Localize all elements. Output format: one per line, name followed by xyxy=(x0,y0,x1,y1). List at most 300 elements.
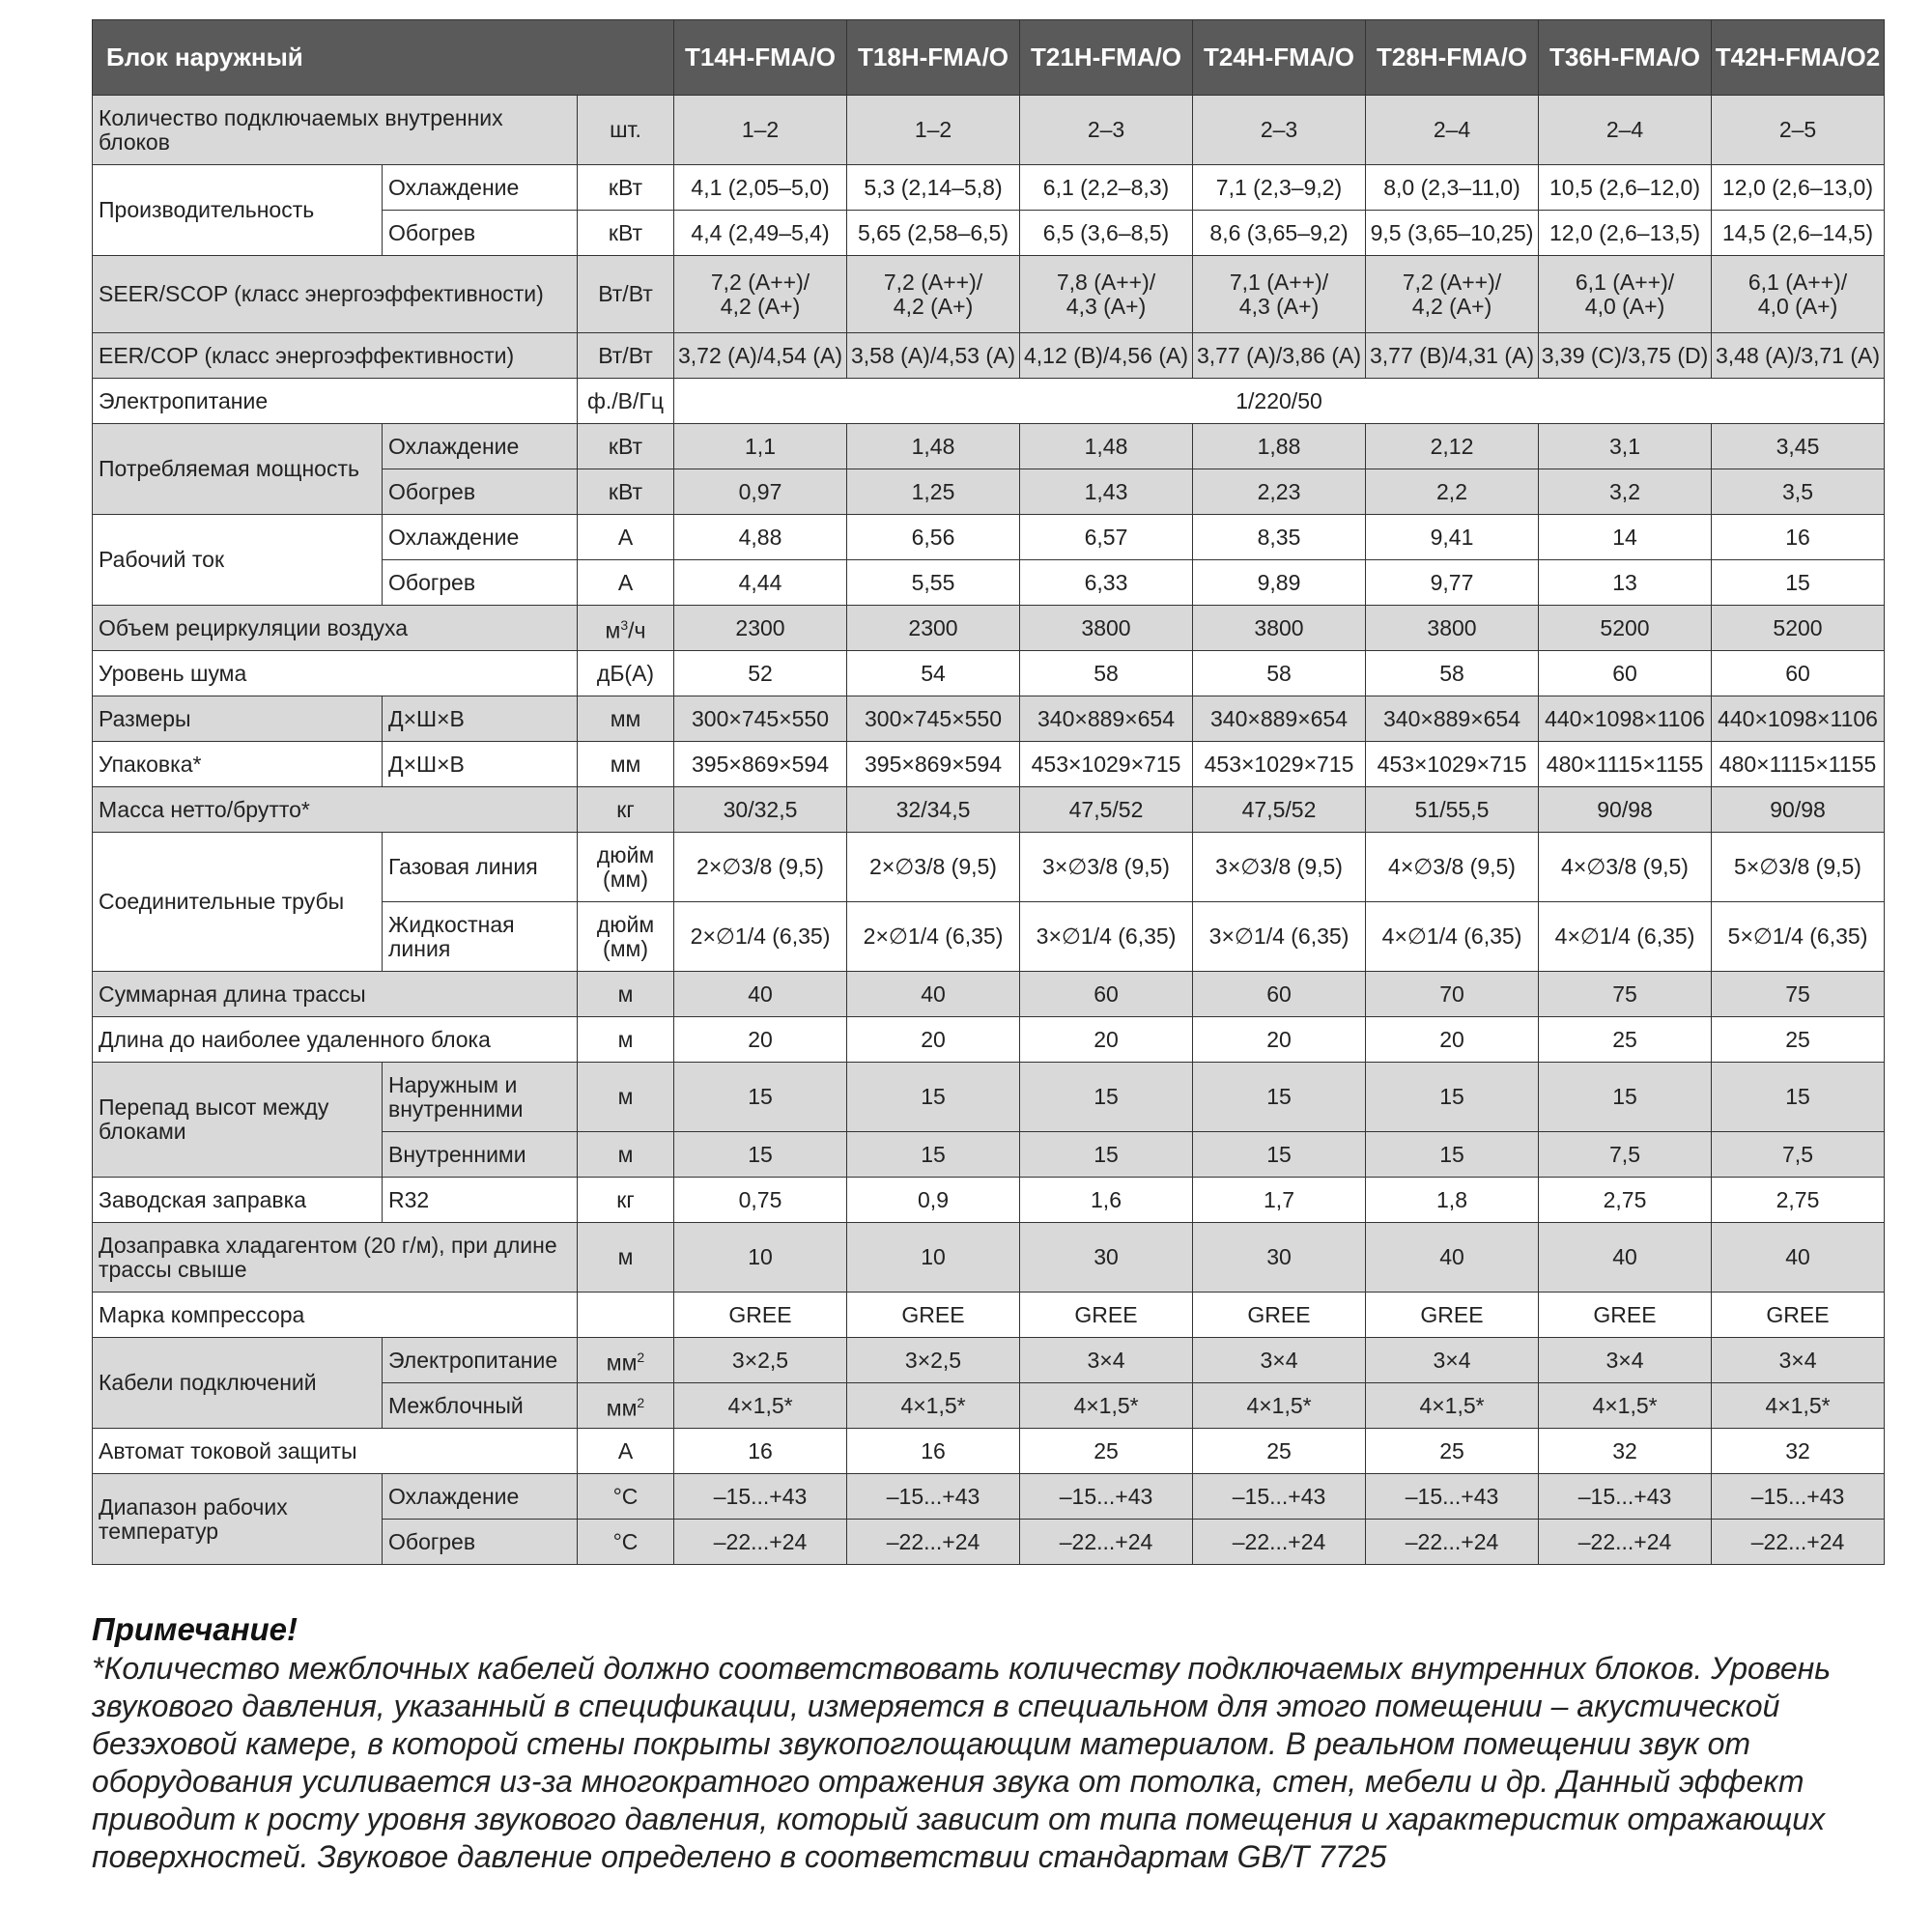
table-cell: 395×869×594 xyxy=(674,742,847,787)
row-power-supply xyxy=(93,379,1885,424)
row-unit: °С xyxy=(578,1474,674,1520)
table-cell: 3×2,5 xyxy=(674,1338,847,1383)
row-unit: $мм^2$ xyxy=(578,1383,674,1429)
table-cell: 2300 xyxy=(847,606,1020,651)
table-cell: 453×1029×715 xyxy=(1020,742,1193,787)
row-unit: м xyxy=(578,1063,674,1132)
row-unit: шт. xyxy=(578,96,674,165)
table-cell: –22...+24 xyxy=(1712,1520,1885,1565)
row-label: Автомат токовой защиты xyxy=(93,1429,578,1474)
table-cell: –22...+24 xyxy=(1193,1520,1366,1565)
table-cell: 6,5 (3,6–8,5) xyxy=(1020,211,1193,256)
row-label: Упаковка* xyxy=(93,742,383,787)
row-label: EER/COP (класс энергоэффективности) xyxy=(93,333,578,379)
table-cell: 300×745×550 xyxy=(847,696,1020,742)
table-cell: 5,3 (2,14–5,8) xyxy=(847,165,1020,211)
row-height-diff-outdoor xyxy=(93,1063,1885,1132)
row-eer-cop xyxy=(93,333,1885,379)
row-label: SEER/SCOP (класс энергоэффективности) xyxy=(93,256,578,333)
table-cell: 9,41 xyxy=(1366,515,1539,560)
table-cell: GREE xyxy=(1020,1293,1193,1338)
row-label: Диапазон рабочих температур xyxy=(93,1474,383,1565)
row-label: Дозаправка хладагентом (20 г/м), при длине трассы свыше xyxy=(93,1223,578,1293)
row-label: Длина до наиболее удаленного блока xyxy=(93,1017,578,1063)
row-sublabel: Газовая линия xyxy=(383,833,578,902)
table-cell: 30 xyxy=(1020,1223,1193,1293)
table-cell: 60 xyxy=(1539,651,1712,696)
table-cell: 15 xyxy=(847,1063,1020,1132)
row-airflow xyxy=(93,606,1885,651)
row-temp-cooling xyxy=(93,1474,1885,1520)
table-cell: 0,97 xyxy=(674,469,847,515)
table-cell: –22...+24 xyxy=(1539,1520,1712,1565)
table-cell: 3,77 (A)/3,86 (A) xyxy=(1193,333,1366,379)
row-unit: кг xyxy=(578,787,674,833)
table-cell: 8,6 (3,65–9,2) xyxy=(1193,211,1366,256)
row-sublabel: Охлаждение xyxy=(383,424,578,469)
table-cell: 440×1098×1106 xyxy=(1712,696,1885,742)
row-label: Рабочий ток xyxy=(93,515,383,606)
table-cell: 15 xyxy=(1193,1132,1366,1178)
table-cell: –15...+43 xyxy=(674,1474,847,1520)
table-cell: 20 xyxy=(1366,1017,1539,1063)
row-unit: кг xyxy=(578,1178,674,1223)
row-sublabel: Охлаждение xyxy=(383,515,578,560)
table-cell: 14 xyxy=(1539,515,1712,560)
row-package xyxy=(93,742,1885,787)
table-cell: –22...+24 xyxy=(1366,1520,1539,1565)
table-cell: 14,5 (2,6–14,5) xyxy=(1712,211,1885,256)
table-cell: 0,9 xyxy=(847,1178,1020,1223)
table-cell: 25 xyxy=(1020,1429,1193,1474)
header-label: Блок наружный xyxy=(93,20,674,96)
table-cell: 2300 xyxy=(674,606,847,651)
table-cell: –22...+24 xyxy=(1020,1520,1193,1565)
table-cell: 3800 xyxy=(1020,606,1193,651)
row-unit: дБ(А) xyxy=(578,651,674,696)
table-cell: 3,72 (A)/4,54 (A) xyxy=(674,333,847,379)
row-unit: А xyxy=(578,1429,674,1474)
table-cell: 4,1 (2,05–5,0) xyxy=(674,165,847,211)
table-cell: 2,75 xyxy=(1712,1178,1885,1223)
table-cell: 32 xyxy=(1712,1429,1885,1474)
note-text: *Количество межблочных кабелей должно соответствовать количеству подключаемых внутренних блоков. Уровень звукового давления, указанный в спецификации, измеряется в специальном для этого помещении – акустической безэховой камере, в которой стены покрыты звукопоглощающим материалом. В реальном помещении звук от оборудования усиливается из-за многократного отражения звука от потолка, стен, мебели и др. Данный эффект приводит к росту уровня звукового давления, который зависит от типа помещения и характеристик отражающих поверхностей. Звуковое давление определено в соответствии стандартам GB/T 7725 xyxy=(92,1651,1832,1874)
row-unit: $мм^2$ xyxy=(578,1338,674,1383)
table-cell: 3,5 xyxy=(1712,469,1885,515)
table-cell: 4×1,5* xyxy=(1193,1383,1366,1429)
table-cell: 25 xyxy=(1366,1429,1539,1474)
table-cell: 395×869×594 xyxy=(847,742,1020,787)
table-cell: 5200 xyxy=(1712,606,1885,651)
table-cell: 25 xyxy=(1712,1017,1885,1063)
table-cell: 5×∅1/4 (6,35) xyxy=(1712,902,1885,972)
table-cell: 6,1 (2,2–8,3) xyxy=(1020,165,1193,211)
row-label: Потребляемая мощность xyxy=(93,424,383,515)
table-cell: GREE xyxy=(674,1293,847,1338)
row-unit: Вт/Вт xyxy=(578,256,674,333)
table-cell: 453×1029×715 xyxy=(1193,742,1366,787)
table-cell: –22...+24 xyxy=(847,1520,1020,1565)
table-cell: 3800 xyxy=(1366,606,1539,651)
table-cell: 2×∅3/8 (9,5) xyxy=(847,833,1020,902)
table-cell: 3,45 xyxy=(1712,424,1885,469)
table-cell: 7,2 (A++)/ 4,2 (A+) xyxy=(674,256,847,333)
table-cell: 300×745×550 xyxy=(674,696,847,742)
table-cell: 0,75 xyxy=(674,1178,847,1223)
row-power-input-cooling xyxy=(93,424,1885,469)
table-cell: 6,57 xyxy=(1020,515,1193,560)
row-unit: дюйм (мм) xyxy=(578,902,674,972)
table-cell: 3×∅1/4 (6,35) xyxy=(1020,902,1193,972)
row-unit: А xyxy=(578,515,674,560)
table-cell: 30 xyxy=(1193,1223,1366,1293)
row-sublabel: Наружным и внутренними xyxy=(383,1063,578,1132)
table-cell: GREE xyxy=(1539,1293,1712,1338)
table-cell: 20 xyxy=(1020,1017,1193,1063)
table-cell: GREE xyxy=(1193,1293,1366,1338)
table-cell: 4×1,5* xyxy=(674,1383,847,1429)
table-cell: 1/220/50 xyxy=(674,379,1885,424)
row-sublabel: R32 xyxy=(383,1178,578,1223)
table-cell: –15...+43 xyxy=(1366,1474,1539,1520)
table-cell: 440×1098×1106 xyxy=(1539,696,1712,742)
table-cell: 1,6 xyxy=(1020,1178,1193,1223)
table-cell: 7,2 (A++)/ 4,2 (A+) xyxy=(1366,256,1539,333)
row-unit: кВт xyxy=(578,469,674,515)
row-dimensions xyxy=(93,696,1885,742)
table-cell: 15 xyxy=(1366,1063,1539,1132)
table-cell: 4×1,5* xyxy=(1539,1383,1712,1429)
table-cell: 2–4 xyxy=(1539,96,1712,165)
row-pipes-gas xyxy=(93,833,1885,902)
table-cell: 60 xyxy=(1020,972,1193,1017)
table-cell: –15...+43 xyxy=(1193,1474,1366,1520)
table-cell: 4×1,5* xyxy=(1712,1383,1885,1429)
model-header: T36H-FMA/O xyxy=(1539,20,1712,96)
table-cell: 15 xyxy=(1193,1063,1366,1132)
row-sublabel: Д×Ш×В xyxy=(383,696,578,742)
row-unit: °С xyxy=(578,1520,674,1565)
table-cell: 90/98 xyxy=(1712,787,1885,833)
table-cell: 1–2 xyxy=(847,96,1020,165)
row-label: Марка компрессора xyxy=(93,1293,578,1338)
table-cell: 2,23 xyxy=(1193,469,1366,515)
table-cell: 15 xyxy=(1020,1063,1193,1132)
table-cell: 2×∅1/4 (6,35) xyxy=(674,902,847,972)
table-cell: 20 xyxy=(1193,1017,1366,1063)
table-cell: –15...+43 xyxy=(1539,1474,1712,1520)
table-cell: 15 xyxy=(1712,560,1885,606)
row-label: Уровень шума xyxy=(93,651,578,696)
table-cell: –15...+43 xyxy=(1020,1474,1193,1520)
table-cell: 25 xyxy=(1539,1017,1712,1063)
table-cell: 32 xyxy=(1539,1429,1712,1474)
table-cell: 16 xyxy=(674,1429,847,1474)
row-label: Масса нетто/брутто* xyxy=(93,787,578,833)
row-sublabel: Электропитание xyxy=(383,1338,578,1383)
table-cell: 9,5 (3,65–10,25) xyxy=(1366,211,1539,256)
row-unit: А xyxy=(578,560,674,606)
row-unit: м xyxy=(578,1017,674,1063)
row-total-length xyxy=(93,972,1885,1017)
table-cell: 2×∅1/4 (6,35) xyxy=(847,902,1020,972)
table-cell: 3×∅1/4 (6,35) xyxy=(1193,902,1366,972)
table-cell: 5×∅3/8 (9,5) xyxy=(1712,833,1885,902)
row-sublabel: Обогрев xyxy=(383,560,578,606)
table-cell: 90/98 xyxy=(1539,787,1712,833)
table-cell: GREE xyxy=(1712,1293,1885,1338)
table-cell: 40 xyxy=(847,972,1020,1017)
table-cell: 58 xyxy=(1193,651,1366,696)
table-cell: 4×∅3/8 (9,5) xyxy=(1539,833,1712,902)
table-cell: 1,8 xyxy=(1366,1178,1539,1223)
table-cell: 52 xyxy=(674,651,847,696)
table-cell: 51/55,5 xyxy=(1366,787,1539,833)
row-current-cooling xyxy=(93,515,1885,560)
table-cell: 15 xyxy=(1712,1063,1885,1132)
row-weight xyxy=(93,787,1885,833)
row-sublabel: Д×Ш×В xyxy=(383,742,578,787)
row-unit: м xyxy=(578,1132,674,1178)
table-cell: 3,39 (C)/3,75 (D) xyxy=(1539,333,1712,379)
table-cell: 2,75 xyxy=(1539,1178,1712,1223)
row-sublabel: Обогрев xyxy=(383,1520,578,1565)
table-cell: 9,89 xyxy=(1193,560,1366,606)
row-label: Производительность xyxy=(93,165,383,256)
table-cell: 1,7 xyxy=(1193,1178,1366,1223)
row-indoor-units xyxy=(93,96,1885,165)
table-cell: 3×4 xyxy=(1193,1338,1366,1383)
table-cell: 3×∅3/8 (9,5) xyxy=(1020,833,1193,902)
table-cell: 3800 xyxy=(1193,606,1366,651)
table-cell: 15 xyxy=(1366,1132,1539,1178)
table-cell: 1,1 xyxy=(674,424,847,469)
table-cell: 7,2 (A++)/ 4,2 (A+) xyxy=(847,256,1020,333)
table-cell: 6,56 xyxy=(847,515,1020,560)
table-cell: 6,33 xyxy=(1020,560,1193,606)
table-cell: 4×∅1/4 (6,35) xyxy=(1366,902,1539,972)
table-cell: 3,2 xyxy=(1539,469,1712,515)
table-cell: –15...+43 xyxy=(847,1474,1020,1520)
row-label: Соединительные трубы xyxy=(93,833,383,972)
table-cell: 10 xyxy=(847,1223,1020,1293)
table-cell: 7,5 xyxy=(1712,1132,1885,1178)
table-cell: 4,44 xyxy=(674,560,847,606)
row-sublabel: Обогрев xyxy=(383,211,578,256)
table-cell: 20 xyxy=(847,1017,1020,1063)
table-cell: 340×889×654 xyxy=(1193,696,1366,742)
table-cell: 5,65 (2,58–6,5) xyxy=(847,211,1020,256)
note-title: Примечание! xyxy=(92,1611,298,1647)
row-unit: кВт xyxy=(578,424,674,469)
table-cell: 4×1,5* xyxy=(847,1383,1020,1429)
table-cell: 13 xyxy=(1539,560,1712,606)
table-cell: 75 xyxy=(1539,972,1712,1017)
header-row xyxy=(93,20,1885,96)
table-cell: 3×4 xyxy=(1020,1338,1193,1383)
table-cell: 1,48 xyxy=(1020,424,1193,469)
table-cell: 480×1115×1155 xyxy=(1712,742,1885,787)
table-cell: 7,8 (A++)/ 4,3 (A+) xyxy=(1020,256,1193,333)
table-cell: 6,1 (A++)/ 4,0 (A+) xyxy=(1712,256,1885,333)
table-cell: 1,43 xyxy=(1020,469,1193,515)
table-cell: 40 xyxy=(1539,1223,1712,1293)
row-seer-scop xyxy=(93,256,1885,333)
row-unit: ф./В/Гц xyxy=(578,379,674,424)
table-cell: 40 xyxy=(1366,1223,1539,1293)
row-unit: дюйм (мм) xyxy=(578,833,674,902)
table-cell: 3×∅3/8 (9,5) xyxy=(1193,833,1366,902)
table-cell: 10 xyxy=(674,1223,847,1293)
table-cell: 1,88 xyxy=(1193,424,1366,469)
row-label: Объем рециркуляции воздуха xyxy=(93,606,578,651)
model-header: T21H-FMA/O xyxy=(1020,20,1193,96)
row-sublabel: Охлаждение xyxy=(383,1474,578,1520)
row-label: Суммарная длина трассы xyxy=(93,972,578,1017)
table-cell: 7,5 xyxy=(1539,1132,1712,1178)
row-sublabel: Внутренними xyxy=(383,1132,578,1178)
row-unit: мм xyxy=(578,742,674,787)
table-cell: 47,5/52 xyxy=(1020,787,1193,833)
table-cell: 47,5/52 xyxy=(1193,787,1366,833)
table-cell: 480×1115×1155 xyxy=(1539,742,1712,787)
table-cell: 2–3 xyxy=(1020,96,1193,165)
table-cell: 12,0 (2,6–13,5) xyxy=(1539,211,1712,256)
row-unit: $м^3/ч$ xyxy=(578,606,674,651)
table-cell: 30/32,5 xyxy=(674,787,847,833)
model-header: T18H-FMA/O xyxy=(847,20,1020,96)
table-cell: 2,2 xyxy=(1366,469,1539,515)
row-unit: Вт/Вт xyxy=(578,333,674,379)
table-cell: 40 xyxy=(1712,1223,1885,1293)
row-label: Электропитание xyxy=(93,379,578,424)
table-cell: 2–4 xyxy=(1366,96,1539,165)
table-cell: 340×889×654 xyxy=(1020,696,1193,742)
row-capacity-cooling xyxy=(93,165,1885,211)
table-cell: 5200 xyxy=(1539,606,1712,651)
table-cell: –15...+43 xyxy=(1712,1474,1885,1520)
table-cell: 2–3 xyxy=(1193,96,1366,165)
table-cell: 16 xyxy=(847,1429,1020,1474)
table-cell: 5,55 xyxy=(847,560,1020,606)
table-cell: 25 xyxy=(1193,1429,1366,1474)
table-cell: 4×∅1/4 (6,35) xyxy=(1539,902,1712,972)
row-sublabel: Межблочный xyxy=(383,1383,578,1429)
table-cell: 3,1 xyxy=(1539,424,1712,469)
table-cell: 40 xyxy=(674,972,847,1017)
row-cables-power xyxy=(93,1338,1885,1383)
table-cell: 2–5 xyxy=(1712,96,1885,165)
row-unit: кВт xyxy=(578,211,674,256)
table-cell: 4×1,5* xyxy=(1366,1383,1539,1429)
table-cell: 58 xyxy=(1366,651,1539,696)
table-cell: 15 xyxy=(1020,1132,1193,1178)
model-header: T14H-FMA/O xyxy=(674,20,847,96)
row-charge xyxy=(93,1178,1885,1223)
table-cell: 453×1029×715 xyxy=(1366,742,1539,787)
table-cell: 60 xyxy=(1193,972,1366,1017)
table-cell: –22...+24 xyxy=(674,1520,847,1565)
note-section xyxy=(92,1611,1889,1876)
table-cell: 60 xyxy=(1712,651,1885,696)
table-cell: 4×∅3/8 (9,5) xyxy=(1366,833,1539,902)
table-cell: 3×4 xyxy=(1366,1338,1539,1383)
spec-table xyxy=(92,19,1885,1565)
table-cell: 58 xyxy=(1020,651,1193,696)
row-label: Размеры xyxy=(93,696,383,742)
table-cell: 8,35 xyxy=(1193,515,1366,560)
row-sublabel: Обогрев xyxy=(383,469,578,515)
row-unit: м xyxy=(578,1223,674,1293)
row-unit: мм xyxy=(578,696,674,742)
table-cell: 7,1 (2,3–9,2) xyxy=(1193,165,1366,211)
table-cell: 3×2,5 xyxy=(847,1338,1020,1383)
row-sublabel: Жидкостная линия xyxy=(383,902,578,972)
row-recharge xyxy=(93,1223,1885,1293)
table-cell: 9,77 xyxy=(1366,560,1539,606)
table-cell: 1–2 xyxy=(674,96,847,165)
table-cell: 2,12 xyxy=(1366,424,1539,469)
table-cell: 4,12 (B)/4,56 (A) xyxy=(1020,333,1193,379)
row-label: Перепад высот между блоками xyxy=(93,1063,383,1178)
table-cell: 7,1 (A++)/ 4,3 (A+) xyxy=(1193,256,1366,333)
row-label: Заводская заправка xyxy=(93,1178,383,1223)
table-cell: 4,4 (2,49–5,4) xyxy=(674,211,847,256)
table-cell: 1,25 xyxy=(847,469,1020,515)
model-header: T28H-FMA/O xyxy=(1366,20,1539,96)
table-cell: 2×∅3/8 (9,5) xyxy=(674,833,847,902)
row-unit: м xyxy=(578,972,674,1017)
table-cell: 12,0 (2,6–13,0) xyxy=(1712,165,1885,211)
table-cell: 3×4 xyxy=(1539,1338,1712,1383)
table-cell: 4,88 xyxy=(674,515,847,560)
row-noise xyxy=(93,651,1885,696)
row-max-length xyxy=(93,1017,1885,1063)
table-cell: 1,48 xyxy=(847,424,1020,469)
table-cell: 15 xyxy=(1539,1063,1712,1132)
row-label: Количество подключаемых внутренних блоков xyxy=(93,96,578,165)
table-cell: GREE xyxy=(847,1293,1020,1338)
table-cell: 3,48 (A)/3,71 (A) xyxy=(1712,333,1885,379)
row-sublabel: Охлаждение xyxy=(383,165,578,211)
row-unit: кВт xyxy=(578,165,674,211)
table-cell: 3×4 xyxy=(1712,1338,1885,1383)
table-cell: 32/34,5 xyxy=(847,787,1020,833)
table-cell: 10,5 (2,6–12,0) xyxy=(1539,165,1712,211)
model-header: T42H-FMA/O2 xyxy=(1712,20,1885,96)
table-cell: 20 xyxy=(674,1017,847,1063)
table-cell: 15 xyxy=(674,1132,847,1178)
table-cell: 54 xyxy=(847,651,1020,696)
table-cell: 15 xyxy=(847,1132,1020,1178)
row-breaker xyxy=(93,1429,1885,1474)
model-header: T24H-FMA/O xyxy=(1193,20,1366,96)
table-cell: 4×1,5* xyxy=(1020,1383,1193,1429)
table-cell: 3,77 (B)/4,31 (A) xyxy=(1366,333,1539,379)
table-cell: 6,1 (A++)/ 4,0 (A+) xyxy=(1539,256,1712,333)
table-cell: 16 xyxy=(1712,515,1885,560)
row-label: Кабели подключений xyxy=(93,1338,383,1429)
table-cell: 15 xyxy=(674,1063,847,1132)
table-cell: 340×889×654 xyxy=(1366,696,1539,742)
table-cell: 3,58 (A)/4,53 (A) xyxy=(847,333,1020,379)
table-cell: 70 xyxy=(1366,972,1539,1017)
table-cell: 75 xyxy=(1712,972,1885,1017)
row-unit xyxy=(578,1293,674,1338)
row-compressor xyxy=(93,1293,1885,1338)
table-cell: GREE xyxy=(1366,1293,1539,1338)
table-cell: 8,0 (2,3–11,0) xyxy=(1366,165,1539,211)
